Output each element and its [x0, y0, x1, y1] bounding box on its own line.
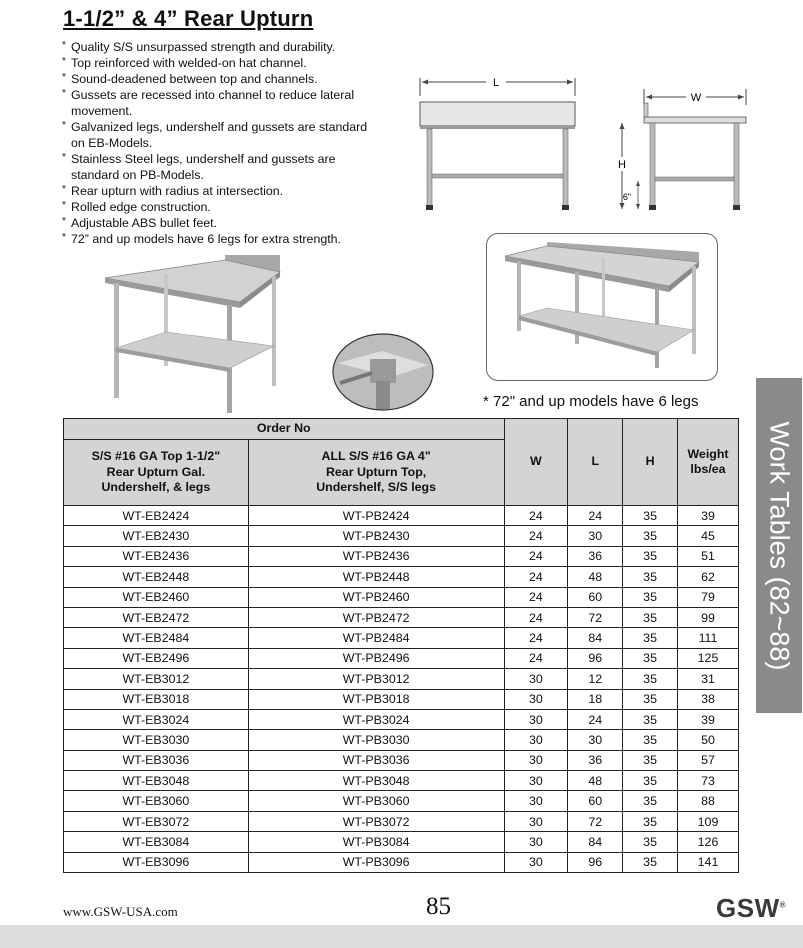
cell-l: 60: [568, 587, 623, 607]
cell-w: 30: [504, 811, 568, 831]
table-row: [64, 689, 739, 709]
cell-l: 36: [568, 546, 623, 566]
cell-h: 35: [623, 811, 678, 831]
cell-h: 35: [623, 587, 678, 607]
feature-item: * Stainless Steel legs, undershelf and gussets are standard on PB-Models.: [62, 152, 336, 182]
cell-pb-model: WT-PB3036: [248, 750, 504, 770]
cell-weight: 31: [678, 669, 739, 689]
cell-eb-model: WT-EB2460: [64, 587, 249, 607]
cell-weight: 111: [678, 628, 739, 648]
cell-pb-model: WT-PB2436: [248, 546, 504, 566]
cell-eb-model: WT-EB3036: [64, 750, 249, 770]
cell-weight: 51: [678, 546, 739, 566]
feature-item: * Quality S/S unsurpassed strength and durability.: [62, 40, 336, 54]
order-table-body: [64, 506, 739, 873]
cell-weight: 125: [678, 648, 739, 668]
cell-w: 30: [504, 832, 568, 852]
cell-h: 35: [623, 791, 678, 811]
cell-l: 30: [568, 730, 623, 750]
feature-item: * Sound-deadened between top and channels.: [62, 72, 318, 86]
feature-item: * Gussets are recessed into channel to reduce lateral movement.: [62, 88, 355, 118]
cell-pb-model: WT-PB3012: [248, 669, 504, 689]
cell-eb-model: WT-EB3012: [64, 669, 249, 689]
cell-l: 30: [568, 526, 623, 546]
cell-h: 35: [623, 771, 678, 791]
cell-h: 35: [623, 567, 678, 587]
cell-h: 35: [623, 648, 678, 668]
cell-h: 35: [623, 750, 678, 770]
cell-eb-model: WT-EB3048: [64, 771, 249, 791]
table-row: [64, 607, 739, 627]
cell-l: 60: [568, 791, 623, 811]
col-header-weight: Weight lbs/ea: [678, 419, 739, 506]
feature-item: * Rolled edge construction.: [62, 200, 211, 214]
table-row: [64, 587, 739, 607]
cell-eb-model: WT-EB2430: [64, 526, 249, 546]
cell-w: 24: [504, 648, 568, 668]
cell-l: 24: [568, 709, 623, 729]
cell-l: 48: [568, 567, 623, 587]
length-label: L: [492, 77, 500, 89]
cell-w: 30: [504, 791, 568, 811]
cell-w: 30: [504, 750, 568, 770]
cell-pb-model: WT-PB3072: [248, 811, 504, 831]
feature-item: * Galvanized legs, undershelf and gussets are standard on EB-Models.: [62, 120, 368, 150]
cell-eb-model: WT-EB2448: [64, 567, 249, 587]
table-row: [64, 546, 739, 566]
cell-eb-model: WT-EB3024: [64, 709, 249, 729]
cell-w: 24: [504, 567, 568, 587]
table-row: [64, 730, 739, 750]
bottom-bar: [0, 925, 803, 948]
cell-weight: 39: [678, 506, 739, 526]
cell-weight: 38: [678, 689, 739, 709]
cell-l: 72: [568, 607, 623, 627]
cell-w: 30: [504, 669, 568, 689]
cell-weight: 99: [678, 607, 739, 627]
table-photo-6-legs-frame: [486, 233, 718, 381]
table-row: [64, 506, 739, 526]
order-table: [63, 418, 739, 873]
cell-w: 30: [504, 730, 568, 750]
cell-eb-model: WT-EB3084: [64, 832, 249, 852]
table-row: [64, 791, 739, 811]
feature-item: * 72” and up models have 6 legs for extra strength.: [62, 232, 341, 246]
cell-pb-model: WT-PB2460: [248, 587, 504, 607]
cell-eb-model: WT-EB3060: [64, 791, 249, 811]
cell-l: 96: [568, 648, 623, 668]
cell-pb-model: WT-PB3030: [248, 730, 504, 750]
col-header-l: L: [568, 419, 623, 506]
cell-weight: 50: [678, 730, 739, 750]
col-header-w: W: [504, 419, 568, 506]
gsw-logo: GSW®: [716, 893, 787, 923]
cell-pb-model: WT-PB3096: [248, 852, 504, 872]
cell-eb-model: WT-EB3018: [64, 689, 249, 709]
table-row: [64, 771, 739, 791]
cell-l: 12: [568, 669, 623, 689]
feature-item: * Rear upturn with radius at intersection.: [62, 184, 284, 198]
cell-pb-model: WT-PB2424: [248, 506, 504, 526]
cell-w: 30: [504, 852, 568, 872]
cell-l: 36: [568, 750, 623, 770]
cell-pb-model: WT-PB2472: [248, 607, 504, 627]
col-header-eb-models: S/S #16 GA Top 1-1/2" Rear Upturn Gal. Undershelf, & legs: [64, 440, 249, 506]
cell-weight: 141: [678, 852, 739, 872]
cell-weight: 88: [678, 791, 739, 811]
cell-pb-model: WT-PB3048: [248, 771, 504, 791]
table-row: [64, 567, 739, 587]
gusset-detail-photo: [332, 333, 434, 411]
feature-list: [62, 39, 382, 247]
cell-eb-model: WT-EB2436: [64, 546, 249, 566]
height-label: H: [618, 159, 626, 171]
cell-l: 24: [568, 506, 623, 526]
cell-w: 24: [504, 587, 568, 607]
section-side-tab: [756, 378, 802, 713]
cell-pb-model: WT-PB3018: [248, 689, 504, 709]
cell-w: 30: [504, 689, 568, 709]
cell-h: 35: [623, 709, 678, 729]
cell-eb-model: WT-EB2424: [64, 506, 249, 526]
cell-w: 30: [504, 709, 568, 729]
col-header-h: H: [623, 419, 678, 506]
cell-eb-model: WT-EB3030: [64, 730, 249, 750]
cell-pb-model: WT-PB3084: [248, 832, 504, 852]
cell-pb-model: WT-PB2448: [248, 567, 504, 587]
cell-h: 35: [623, 607, 678, 627]
cell-pb-model: WT-PB2484: [248, 628, 504, 648]
cell-h: 35: [623, 669, 678, 689]
cell-eb-model: WT-EB3096: [64, 852, 249, 872]
cell-l: 18: [568, 689, 623, 709]
cell-w: 30: [504, 771, 568, 791]
cell-w: 24: [504, 607, 568, 627]
cell-h: 35: [623, 852, 678, 872]
side-view-dimension-diagram: [608, 85, 758, 215]
cell-weight: 79: [678, 587, 739, 607]
table-row: [64, 648, 739, 668]
cell-eb-model: WT-EB2472: [64, 607, 249, 627]
cell-pb-model: WT-PB2496: [248, 648, 504, 668]
cell-pb-model: WT-PB3024: [248, 709, 504, 729]
cell-weight: 57: [678, 750, 739, 770]
cell-pb-model: WT-PB2430: [248, 526, 504, 546]
cell-l: 84: [568, 832, 623, 852]
cell-pb-model: WT-PB3060: [248, 791, 504, 811]
cell-eb-model: WT-EB2496: [64, 648, 249, 668]
table-row: [64, 628, 739, 648]
table-photo-6-legs: [487, 234, 718, 381]
cell-h: 35: [623, 730, 678, 750]
cell-w: 24: [504, 546, 568, 566]
cell-w: 24: [504, 628, 568, 648]
table-row: [64, 669, 739, 689]
cell-h: 35: [623, 689, 678, 709]
cell-weight: 39: [678, 709, 739, 729]
cell-h: 35: [623, 628, 678, 648]
table-row: [64, 832, 739, 852]
col-header-pb-models: ALL S/S #16 GA 4" Rear Upturn Top, Undershelf, S/S legs: [248, 440, 504, 506]
cell-l: 48: [568, 771, 623, 791]
cell-h: 35: [623, 506, 678, 526]
cell-eb-model: WT-EB3072: [64, 811, 249, 831]
table-photo-4-legs: [100, 250, 285, 415]
page-number: 85: [426, 893, 451, 920]
cell-l: 84: [568, 628, 623, 648]
cell-h: 35: [623, 832, 678, 852]
cell-weight: 126: [678, 832, 739, 852]
cell-weight: 45: [678, 526, 739, 546]
table-row: [64, 709, 739, 729]
six-legs-caption: * 72" and up models have 6 legs: [483, 393, 699, 410]
front-view-dimension-diagram: [418, 70, 588, 215]
website-url: www.GSW-USA.com: [63, 904, 178, 919]
cell-weight: 62: [678, 567, 739, 587]
table-row: [64, 526, 739, 546]
cell-weight: 109: [678, 811, 739, 831]
table-row: [64, 852, 739, 872]
cell-w: 24: [504, 526, 568, 546]
cell-h: 35: [623, 526, 678, 546]
table-row: [64, 750, 739, 770]
page-title: 1-1/2” & 4” Rear Upturn: [63, 6, 314, 31]
cell-h: 35: [623, 546, 678, 566]
feature-item: * Adjustable ABS bullet feet.: [62, 216, 218, 230]
cell-eb-model: WT-EB2484: [64, 628, 249, 648]
foot-height-label: 6": [622, 192, 632, 202]
feature-item: * Top reinforced with welded-on hat channel.: [62, 56, 307, 70]
width-label: W: [690, 92, 702, 104]
cell-l: 96: [568, 852, 623, 872]
cell-w: 24: [504, 506, 568, 526]
section-side-tab-label: Work Tables (82~88): [764, 421, 795, 670]
cell-weight: 73: [678, 771, 739, 791]
cell-l: 72: [568, 811, 623, 831]
table-row: [64, 811, 739, 831]
order-no-header: Order No: [64, 419, 505, 440]
